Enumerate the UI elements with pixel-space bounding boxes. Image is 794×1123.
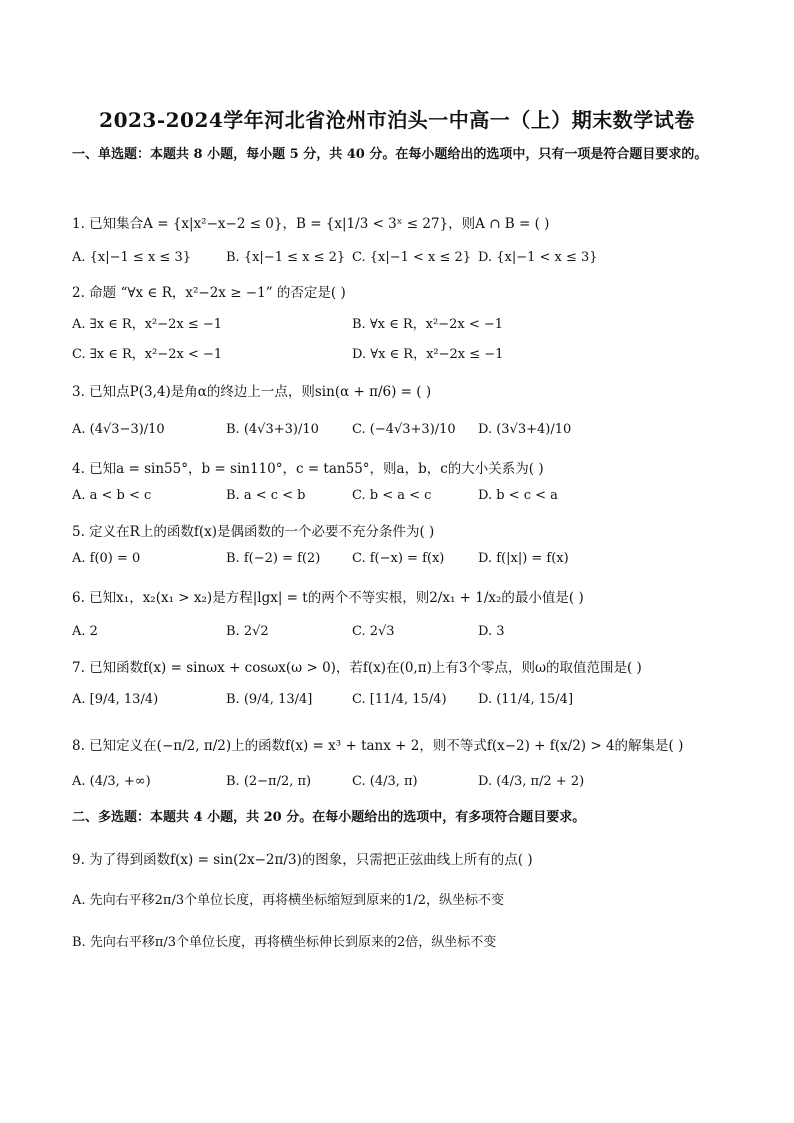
q7-option-c: C. [11/4, 15/4)	[352, 692, 447, 707]
q8-option-b: B. (2−π/2, π)	[226, 774, 312, 789]
q3-option-b: B. (4√3+3)/10	[226, 422, 319, 437]
q2-option-c: C. ∃x ∈ R，x²−2x < −1	[72, 347, 223, 362]
q9-option-a: A. 先向右平移2π/3个单位长度，再将横坐标缩短到原来的1/2，纵坐标不变	[72, 893, 505, 908]
q6-option-b: B. 2√2	[226, 624, 269, 639]
q8-option-a: A. (4/3, +∞)	[72, 774, 151, 789]
q7-option-d: D. (11/4, 15/4]	[478, 692, 574, 707]
q1-option-d: D. {x|−1 < x ≤ 3}	[478, 250, 598, 265]
question-3: 3. 已知点P(3,4)是角α的终边上一点，则sin(α + π/6) = ( )	[72, 384, 432, 400]
q4-option-a: A. a < b < c	[72, 488, 152, 503]
question-5: 5. 定义在R上的函数f(x)是偶函数的一个必要不充分条件为( )	[72, 524, 435, 540]
q1-option-a: A. {x|−1 ≤ x ≤ 3}	[72, 250, 191, 265]
question-8: 8. 已知定义在(−π/2, π/2)上的函数f(x) = x³ + tanx + 2，则不等式f(x−2) + f(x/2) > 4的解集是( )	[72, 738, 684, 754]
section-single-choice: 一、单选题：本题共 8 小题，每小题 5 分，共 40 分。在每小题给出的选项中，只有一项是符合题目要求的。	[72, 147, 708, 162]
q8-option-d: D. (4/3, π/2 + 2)	[478, 774, 585, 789]
q2-option-a: A. ∃x ∈ R，x²−2x ≤ −1	[72, 317, 223, 332]
question-7: 7. 已知函数f(x) = sinωx + cosωx(ω > 0)，若f(x)在(0,π)上有3个零点，则ω的取值范围是( )	[72, 660, 642, 676]
q8-option-c: C. (4/3, π)	[352, 774, 418, 789]
q1-option-b: B. {x|−1 ≤ x ≤ 2}	[226, 250, 346, 265]
section-multiple-choice: 二、多选题：本题共 4 小题，共 20 分。在每小题给出的选项中，有多项符合题目要求。	[72, 810, 586, 825]
q5-option-c: C. f(−x) = f(x)	[352, 551, 445, 566]
q4-option-c: C. b < a < c	[352, 488, 432, 503]
q3-option-d: D. (3√3+4)/10	[478, 422, 572, 437]
q6-option-c: C. 2√3	[352, 624, 395, 639]
q9-option-b: B. 先向右平移π/3个单位长度，再将横坐标伸长到原来的2倍，纵坐标不变	[72, 935, 497, 950]
q2-option-d: D. ∀x ∈ R，x²−2x ≤ −1	[352, 347, 504, 362]
q1-option-c: C. {x|−1 < x ≤ 2}	[352, 250, 472, 265]
q6-option-d: D. 3	[478, 624, 505, 639]
q4-option-d: D. b < c < a	[478, 488, 558, 503]
q5-option-d: D. f(|x|) = f(x)	[478, 551, 569, 566]
q4-option-b: B. a < c < b	[226, 488, 306, 503]
q2-option-b: B. ∀x ∈ R，x²−2x < −1	[352, 317, 504, 332]
question-4: 4. 已知a = sin55°，b = sin110°，c = tan55°，则a，b，c的大小关系为( )	[72, 461, 544, 477]
q6-option-a: A. 2	[72, 624, 98, 639]
q7-option-b: B. (9/4, 13/4]	[226, 692, 313, 707]
q7-option-a: A. [9/4, 13/4)	[72, 692, 159, 707]
question-9: 9. 为了得到函数f(x) = sin(2x−2π/3)的图象，只需把正弦曲线上所有的点( )	[72, 852, 533, 868]
q3-option-c: C. (−4√3+3)/10	[352, 422, 456, 437]
page-title: 2023-2024学年河北省沧州市泊头一中高一（上）期末数学试卷	[99, 108, 695, 132]
q5-option-a: A. f(0) = 0	[72, 551, 141, 566]
question-2: 2. 命题 “∀x ∈ R，x²−2x ≥ −1” 的否定是( )	[72, 285, 346, 301]
q3-option-a: A. (4√3−3)/10	[72, 422, 165, 437]
question-6: 6. 已知x₁，x₂(x₁ > x₂)是方程|lgx| = t的两个不等实根，则2/x₁ + 1/x₂的最小值是( )	[72, 590, 584, 606]
question-1: 1. 已知集合A = {x|x²−x−2 ≤ 0}，B = {x|1/3 < 3ˣ ≤ 27}，则A ∩ B = ( )	[72, 216, 550, 232]
q5-option-b: B. f(−2) = f(2)	[226, 551, 321, 566]
